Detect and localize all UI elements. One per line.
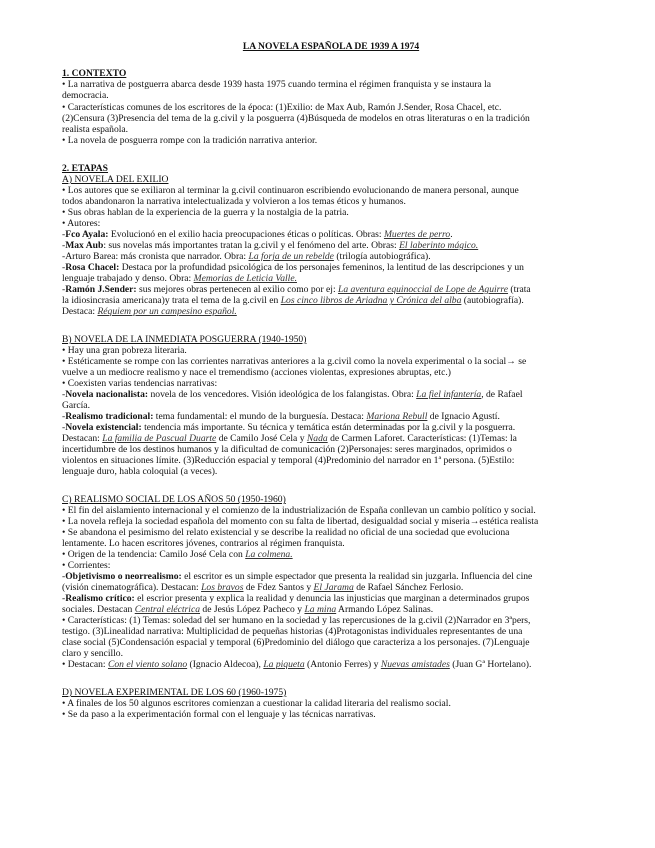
text-segment: - bbox=[62, 284, 66, 295]
text-segment: • Sus obras hablan de la experiencia de la guerra y la nostalgia de la patria. bbox=[62, 207, 349, 218]
text-segment: (Juan Gª Hortelano). bbox=[449, 659, 532, 670]
text-segment: - bbox=[62, 389, 66, 400]
book-title: La colmena. bbox=[245, 549, 293, 560]
text-segment: • El fin del aislamiento internacional y el comienzo de la industrialización de España conllevan un cambio político y social. bbox=[62, 505, 536, 516]
text-segment: la idiosincrasia americana)y trata el tema de la g.civil en bbox=[62, 295, 281, 306]
text-segment: violentos en situaciones límite. (3)Reducción espacial y temporal (4)Predominio del narrador en 1ª persona. (5)Estilo: bbox=[62, 455, 515, 466]
text-segment: (2)Censura (3)Presencia del tema de la g.civil y la posguerra (4)Búsqueda de modelos en otras literaturas o en la tradición bbox=[62, 113, 530, 124]
text-segment: de Fdez Santos y bbox=[243, 582, 314, 593]
text-line bbox=[62, 709, 600, 720]
bold-term: Realismo crítico: bbox=[65, 593, 135, 604]
book-title: Nada bbox=[306, 433, 328, 444]
text-line bbox=[62, 218, 600, 229]
book-title: Réquiem por un campesino español. bbox=[97, 306, 237, 317]
text-segment: • A finales de los 50 algunos escritores comienzan a cuestionar la calidad literaria del realismo social. bbox=[62, 698, 451, 709]
text-segment: Evolucionó en el exilio hacia preocupaciones éticas o políticas. Obras: bbox=[108, 229, 384, 240]
text-segment: • Autores: bbox=[62, 218, 101, 229]
text-line bbox=[62, 90, 600, 101]
text-segment: (Ignacio Aldecoa), bbox=[187, 659, 264, 670]
text-line bbox=[62, 389, 600, 400]
book-title: Nuevas amistades bbox=[380, 659, 450, 670]
text-segment: realista española. bbox=[62, 124, 129, 135]
bold-term: Novela existencial: bbox=[65, 422, 142, 433]
book-title: Los bravos bbox=[201, 582, 244, 593]
text-segment: LA NOVELA ESPAÑOLA DE 1939 A 1974 bbox=[242, 41, 420, 52]
text-segment: Armando López Salinas. bbox=[336, 604, 434, 615]
text-segment: (autobiografía). bbox=[461, 295, 524, 306]
text-segment: D) NOVELA EXPERIMENTAL DE LOS 60 (1960-1975) bbox=[62, 687, 287, 698]
text-segment: Destacan: bbox=[62, 433, 103, 444]
text-line bbox=[62, 444, 600, 455]
text-segment: tendencia más importante. Su técnica y temática están determinadas por la g.civil y la posguerra. bbox=[141, 422, 516, 433]
text-segment: de Carmen Laforet. Características: (1)Temas: la bbox=[327, 433, 517, 444]
text-line bbox=[62, 367, 600, 378]
text-line bbox=[62, 604, 600, 615]
text-line bbox=[62, 433, 600, 444]
text-segment: -Arturo Barea: más cronista que narrador. Obra: bbox=[62, 251, 249, 262]
book-title: Muertes de perro bbox=[383, 229, 451, 240]
text-line bbox=[62, 455, 600, 466]
text-line bbox=[62, 560, 600, 571]
book-title: Central eléctrica bbox=[134, 604, 201, 615]
text-segment: - bbox=[62, 229, 66, 240]
text-line bbox=[62, 113, 600, 124]
book-title: Los cinco libros de Ariadna y Crónica del alba bbox=[280, 295, 462, 306]
text-line bbox=[62, 124, 600, 135]
text-segment: democracia. bbox=[62, 90, 109, 101]
text-segment: • Estéticamente se rompe con las corrientes narrativas anteriores a la g.civil como la novela experimental o la social→ se bbox=[62, 356, 527, 367]
book-title: Mariona Rebull bbox=[366, 411, 428, 422]
text-segment: • Destacan: bbox=[62, 659, 108, 670]
text-line bbox=[62, 527, 600, 538]
book-title: La mina bbox=[304, 604, 337, 615]
text-line bbox=[62, 615, 600, 626]
bold-term: Ramón J.Sender: bbox=[65, 284, 137, 295]
text-segment: de Jesús López Pacheco y bbox=[200, 604, 305, 615]
text-segment: García. bbox=[62, 400, 90, 411]
text-segment: lentamente. Lo hacen escritores jóvenes, contrarios al régimen franquista. bbox=[62, 538, 345, 549]
text-segment: tema fundamental: el mundo de la burguesía. Destaca: bbox=[153, 411, 367, 422]
book-title: El laberinto mágico. bbox=[399, 240, 479, 251]
text-line bbox=[62, 262, 600, 273]
text-line bbox=[62, 306, 600, 317]
text-segment: B) NOVELA DE LA INMEDIATA POSGUERRA (1940-1950) bbox=[62, 334, 307, 345]
text-segment: C) REALISMO SOCIAL DE LOS AÑOS 50 (1950-1960) bbox=[62, 494, 286, 505]
bold-term: Max Aub bbox=[65, 240, 104, 251]
text-segment: el escritor es un simple espectador que presenta la realidad sin juzgarla. Influencia del cine bbox=[181, 571, 533, 582]
text-line bbox=[62, 538, 600, 549]
book-title: Memorias de Leticia Valle. bbox=[193, 273, 297, 284]
text-segment: clase social (5)Condensación espacial y temporal (6)Predominio del diálogo que caracteriza a los personajes. (7)Lenguaje bbox=[62, 637, 530, 648]
text-line bbox=[62, 229, 600, 240]
subsection-heading bbox=[62, 334, 600, 345]
text-line bbox=[62, 345, 600, 356]
text-segment: • Los autores que se exiliaron al terminar la g.civil continuaron escribiendo evolucionando de manera personal, aunque bbox=[62, 185, 519, 196]
text-segment: testigo. (3)Linealidad narrativa: Multiplicidad de pequeñas historias (4)Protagonistas individuales representantes de una bbox=[62, 626, 523, 637]
book-title: La aventura equinoccial de Lope de Aguirre bbox=[338, 284, 509, 295]
text-line bbox=[62, 505, 600, 516]
text-segment: • La narrativa de postguerra abarca desde 1939 hasta 1975 cuando termina el régimen franquista y se instaura la bbox=[62, 79, 492, 90]
text-line bbox=[62, 516, 600, 527]
text-line bbox=[62, 284, 600, 295]
text-segment: (visión cinematográfica). Destacan: bbox=[62, 582, 202, 593]
text-segment: - bbox=[62, 411, 66, 422]
text-segment: • Se da paso a la experimentación formal con el lenguaje y las técnicas narrativas. bbox=[62, 709, 376, 720]
subsection-heading bbox=[62, 174, 600, 185]
text-line bbox=[62, 698, 600, 709]
bold-term: Rosa Chacel: bbox=[65, 262, 120, 273]
text-segment: lenguaje duro, habla coloquial (a veces). bbox=[62, 466, 218, 477]
text-line bbox=[62, 240, 600, 251]
text-line bbox=[62, 659, 600, 670]
text-line bbox=[62, 549, 600, 560]
text-segment: (Antonio Ferres) y bbox=[304, 659, 381, 670]
text-segment: (trilogía autobiográfica). bbox=[333, 251, 431, 262]
text-line bbox=[62, 102, 600, 113]
text-segment: Destaca: bbox=[62, 306, 98, 317]
text-line bbox=[62, 135, 600, 146]
text-line bbox=[62, 196, 600, 207]
text-segment: • La novela refleja la sociedad española del momento con su falta de libertad, desigualdad social y miseria→estética realista bbox=[62, 516, 539, 527]
subsection-heading bbox=[62, 687, 600, 698]
section-heading bbox=[62, 68, 600, 79]
text-segment: • Corrientes: bbox=[62, 560, 111, 571]
section-heading bbox=[62, 163, 600, 174]
bold-term: Objetivismo o neorrealismo: bbox=[65, 571, 182, 582]
text-segment: • Hay una gran pobreza literaria. bbox=[62, 345, 187, 356]
text-segment: . bbox=[450, 229, 453, 240]
text-segment: (trata bbox=[508, 284, 531, 295]
text-segment: - bbox=[62, 240, 66, 251]
text-line bbox=[62, 411, 600, 422]
text-segment: • Coexisten varias tendencias narrativas: bbox=[62, 378, 218, 389]
text-segment: • La novela de posguerra rompe con la tradición narrativa anterior. bbox=[62, 135, 318, 146]
text-segment: incertidumbre de los destinos humanos y la dificultad de comunicación (2)Personajes: seres marginados, oprimidos o bbox=[62, 444, 512, 455]
text-line bbox=[62, 356, 600, 367]
book-title: Con el viento solano bbox=[107, 659, 188, 670]
text-line bbox=[62, 207, 600, 218]
text-line bbox=[62, 378, 600, 389]
text-segment: • Características: (1) Temas: soledad del ser humano en la sociedad y las repercusiones de la g.civil (2)Narrador en 3ªpers, bbox=[62, 615, 531, 626]
text-line bbox=[62, 79, 600, 90]
book-title: La piqueta bbox=[263, 659, 305, 670]
text-segment: vuelve a un mediocre realismo y nace el tremendismo (acciones violentas, expresiones abruptas, etc.) bbox=[62, 367, 451, 378]
text-segment: • Se abandona el pesimismo del relato existencial y se describe la realidad no oficial de una sociedad que evoluciona bbox=[62, 527, 510, 538]
text-segment: - bbox=[62, 571, 66, 582]
text-segment: : sus novelas más importantes tratan la g.civil y el fenómeno del arte. Obras: bbox=[103, 240, 400, 251]
text-segment: sus mejores obras pertenecen al exilio como por ej: bbox=[136, 284, 339, 295]
text-segment: - bbox=[62, 262, 66, 273]
book-title: La forja de un rebelde bbox=[248, 251, 334, 262]
text-line bbox=[62, 571, 600, 582]
text-segment: • Características comunes de los escritores de la época: (1)Exilio: de Max Aub, Ramón J.Sender, Rosa Chacel, etc. bbox=[62, 102, 502, 113]
text-segment: de Camilo José Cela y bbox=[216, 433, 307, 444]
text-line bbox=[62, 648, 600, 659]
text-segment: , de Rafael bbox=[481, 389, 523, 400]
text-segment: sociales. Destacan bbox=[62, 604, 135, 615]
bold-term: Fco Ayala: bbox=[65, 229, 109, 240]
bold-term: Novela nacionalista: bbox=[65, 389, 149, 400]
text-segment: todos abandonaron la narrativa intelectualizada y volvieron a los temas éticos y humanos. bbox=[62, 196, 406, 207]
text-line bbox=[62, 251, 600, 262]
text-line bbox=[62, 400, 600, 411]
text-segment: A) NOVELA DEL EXILIO bbox=[62, 174, 169, 185]
document-title bbox=[62, 41, 600, 52]
text-line bbox=[62, 422, 600, 433]
text-segment: claro y sencillo. bbox=[62, 648, 124, 659]
text-line bbox=[62, 626, 600, 637]
text-segment: lenguaje trabajado y denso. Obra: bbox=[62, 273, 194, 284]
text-line bbox=[62, 593, 600, 604]
subsection-heading bbox=[62, 494, 600, 505]
text-segment: Destaca por la profundidad psicológica de los personajes femeninos, la lentitud de las descripciones y un bbox=[119, 262, 524, 273]
text-segment: de Ignacio Agustí. bbox=[427, 411, 500, 422]
text-segment: - bbox=[62, 593, 66, 604]
bold-term: Realismo tradicional: bbox=[65, 411, 154, 422]
book-title: La fiel infantería bbox=[416, 389, 482, 400]
text-segment: novela de los vencedores. Visión ideológica de los falangistas. Obra: bbox=[148, 389, 417, 400]
text-line bbox=[62, 466, 600, 477]
text-segment: • Origen de la tendencia: Camilo José Cela con bbox=[62, 549, 246, 560]
text-line bbox=[62, 185, 600, 196]
text-segment: 2. ETAPAS bbox=[62, 163, 109, 174]
text-line bbox=[62, 273, 600, 284]
book-title: El Jarama bbox=[313, 582, 354, 593]
text-line bbox=[62, 582, 600, 593]
text-line bbox=[62, 295, 600, 306]
text-segment: - bbox=[62, 422, 66, 433]
text-segment: 1. CONTEXTO bbox=[62, 68, 127, 79]
text-line bbox=[62, 637, 600, 648]
text-segment: el escrior presenta y explica la realidad y denuncia las injusticias que marginan a determinados grupos bbox=[134, 593, 530, 604]
text-segment: de Rafael Sánchez Ferlosio. bbox=[353, 582, 464, 593]
book-title: La familia de Pascual Duarte bbox=[102, 433, 217, 444]
